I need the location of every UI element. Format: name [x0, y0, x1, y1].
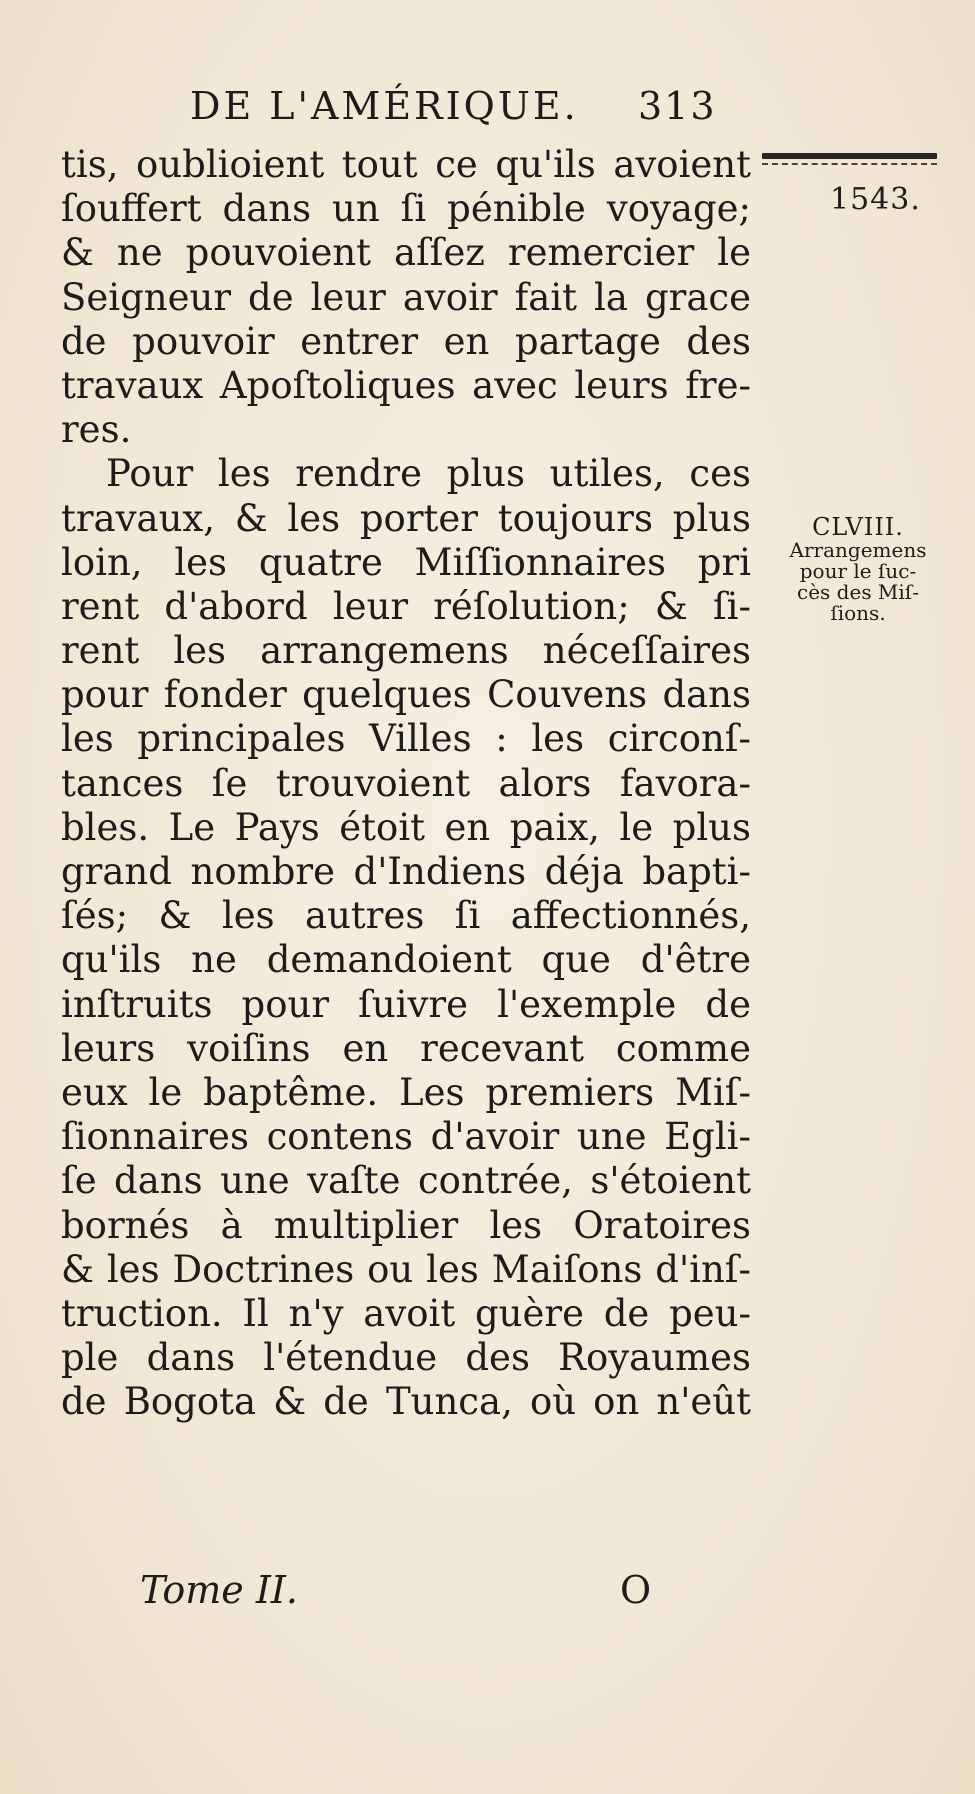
text-line: pour fonder quelques Couvens dans	[61, 673, 751, 717]
text-line: travaux Apoſtoliques avec leurs fre-	[61, 363, 751, 407]
text-line: bornés à multiplier les Oratoires	[61, 1203, 751, 1247]
text-line: de pouvoir entrer en partage des	[61, 319, 751, 363]
text-line: Seigneur de leur avoir fait la grace	[61, 275, 751, 319]
margin-note-number: CLVIII.	[812, 513, 904, 541]
text-line: ſés; & les autres ſi affectionnés,	[61, 894, 751, 938]
text-line: rent d'abord leur réſolution; & ſi-	[61, 584, 751, 628]
volume-label: Tome II.	[140, 1568, 298, 1612]
text-line: qu'ils ne demandoient que d'être	[61, 938, 751, 982]
margin-note-line: ſions.	[830, 601, 886, 626]
text-line: truction. Il n'y avoit guère de peu-	[61, 1291, 751, 1335]
text-line: ſe dans une vaſte contrée, s'étoient	[61, 1159, 751, 1203]
text-line: tances ſe trouvoient alors favora-	[61, 761, 751, 805]
running-title: DE L'AMÉRIQUE.	[190, 84, 579, 128]
text-line: loin, les quatre Miſſionnaires pri	[61, 540, 751, 584]
text-line: les principales Villes : les circonſ-	[61, 717, 751, 761]
margin-ornament-rule	[762, 153, 937, 167]
text-line: eux le baptême. Les premiers Miſ-	[61, 1070, 751, 1114]
text-line: de Bogota & de Tunca, où on n'eût	[61, 1380, 751, 1424]
text-line: & ne pouvoient aſſez remercier le	[61, 231, 751, 275]
text-line: ſouffert dans un ſi pénible voyage;	[61, 187, 751, 231]
margin-year: 1543.	[830, 182, 921, 217]
text-line: bles. Le Pays étoit en paix, le plus	[61, 805, 751, 849]
text-line: leurs voiſins en recevant comme	[61, 1026, 751, 1070]
text-line: & les Doctrines ou les Maiſons d'inſ-	[61, 1247, 751, 1291]
margin-note-line: cès des Miſ-	[797, 580, 919, 605]
page-header	[190, 84, 760, 134]
margin-note-line: pour le ſuc-	[799, 559, 917, 584]
body-text	[61, 143, 751, 1424]
margin-note	[758, 515, 958, 624]
paragraph-start-line: Pour les rendre plus utiles, ces	[106, 452, 751, 496]
signature-mark: O	[620, 1568, 652, 1612]
text-line: grand nombre d'Indiens déja bapti-	[61, 850, 751, 893]
margin-note-line: Arrangemens	[789, 538, 927, 563]
text-line: ple dans l'étendue des Royaumes	[61, 1336, 751, 1380]
page-footer	[140, 1568, 660, 1618]
page-number: 313	[638, 84, 717, 128]
text-line: inſtruits pour ſuivre l'exemple de	[61, 982, 751, 1026]
text-line: rent les arrangemens néceſſaires	[61, 629, 751, 673]
text-line: tis, oublioient tout ce qu'ils avoient	[61, 143, 751, 186]
text-line: res.	[61, 408, 132, 452]
text-line: travaux, & les porter toujours plus	[61, 496, 751, 540]
text-line: ſionnaires contens d'avoir une Egli-	[61, 1115, 751, 1159]
